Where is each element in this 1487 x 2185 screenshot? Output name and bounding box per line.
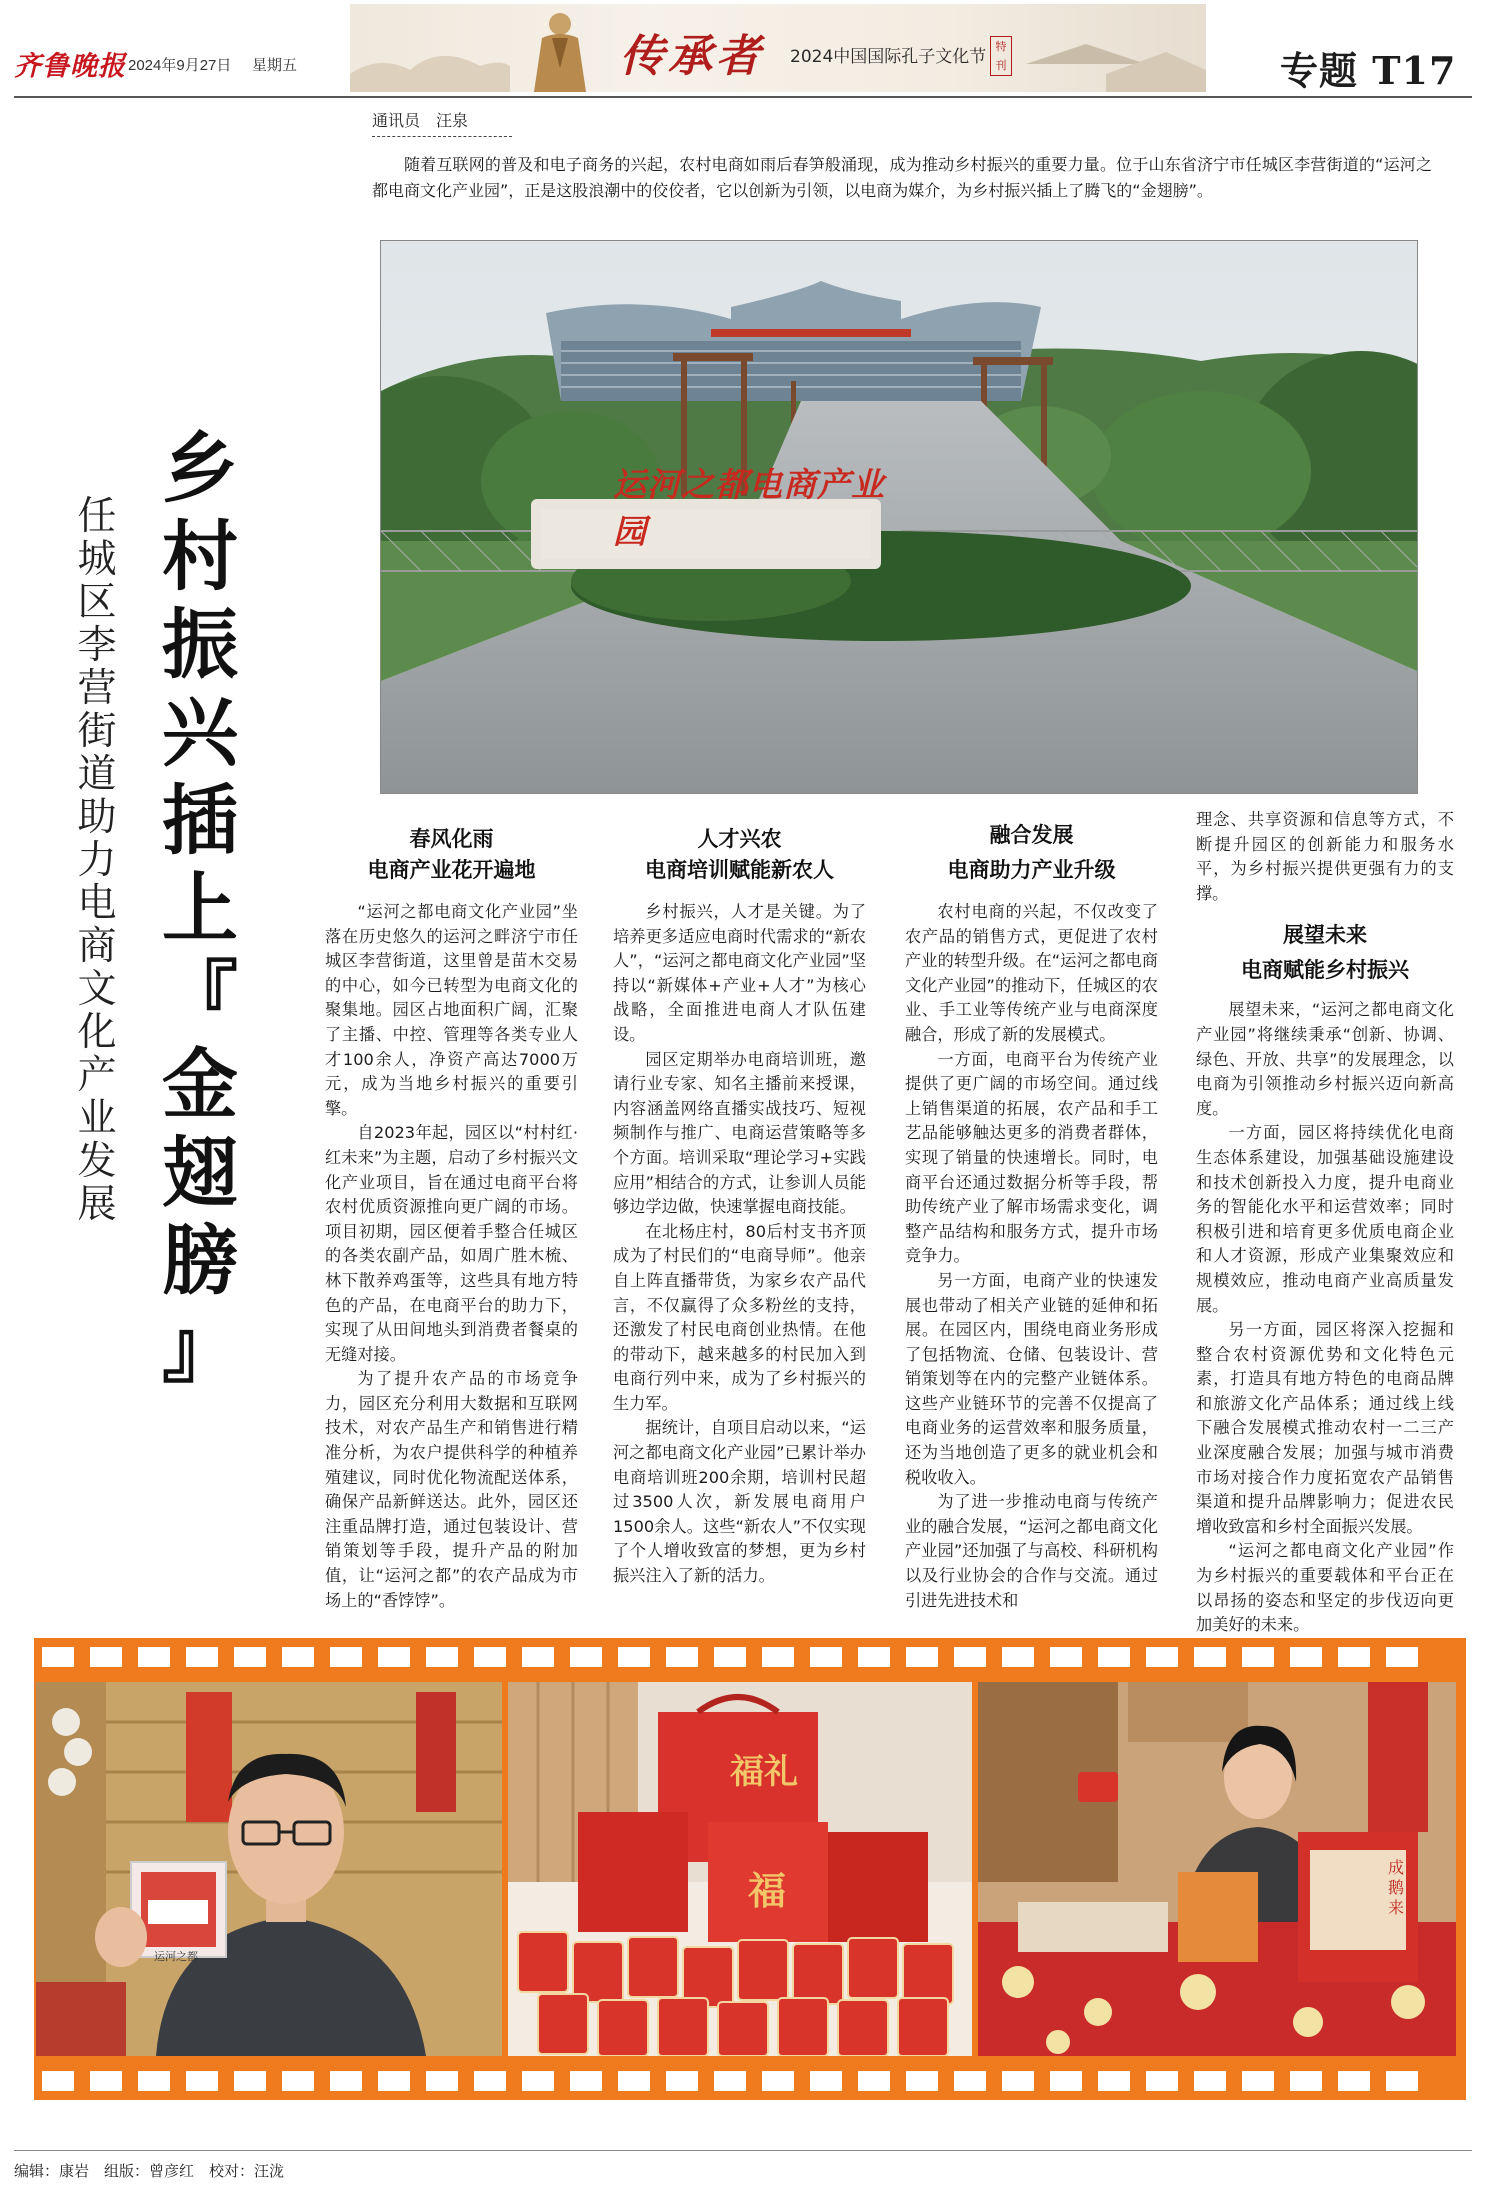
subheadline-char: 文: [77, 967, 117, 1012]
host-photo-illustration: [36, 1682, 502, 2056]
article-column-4: [1196, 808, 1454, 1638]
headline-char: 翅: [162, 1128, 238, 1217]
gift-photo-illustration: [508, 1682, 972, 2056]
section-heading: [905, 820, 1158, 886]
film-holes-top: [42, 1647, 1458, 1667]
section-heading-line2: 电商赋能乡村振兴: [1241, 957, 1409, 983]
subheadline-char: 区: [77, 580, 117, 625]
article-paragraph: 自2023年起，园区以“村村红·红未来”为主题，启动了乡村振兴文化产业项目，旨在通过电商平台将农村优质资源推向更广阔的市场。项目初期，园区便着手整合任城区的各类农副产品，如周广胜木梳、林下散养鸡蛋等，这些具有地方特色的产品，在电商平台的助力下，实现了从田间地头到消费者餐桌的无缝对接。: [325, 1123, 578, 1364]
product-board-text: 成鹅来: [1388, 1858, 1405, 1917]
headline-char: 膀: [162, 1216, 238, 1305]
section-heading: [1196, 920, 1454, 986]
page-label: 专题 T17: [1280, 48, 1457, 93]
section-heading-line1: 人才兴农: [697, 826, 782, 851]
subheadline-vertical: [74, 495, 120, 1226]
header-rule: [14, 96, 1472, 98]
photo-livestream-woman: [978, 1682, 1456, 2056]
headline-char: 插: [162, 776, 238, 865]
subheadline-char: 业: [77, 1096, 117, 1141]
subheadline-char: 展: [77, 1182, 117, 1227]
subheadline-char: 化: [77, 1010, 117, 1055]
article-paragraph: 园区定期举办电商培训班，邀请行业专家、知名主播前来授课，内容涵盖网络直播实战技巧、短视频制作与推广、电商运营策略等多个方面。培训采取“理论学习+实践应用”相结合的方式，让参训人员能够边学边做，快速掌握电商技能。: [613, 1049, 866, 1217]
article-paragraph: 为了提升农产品的市场竞争力，园区充分利用大数据和互联网技术，对农产品生产和销售进行精准分析，为农户提供科学的种植养殖建议，同时优化物流配送体系，确保产品新鲜送达。此外，园区还注重品牌打造，通过包装设计、营销策划等手段，提升产品的附加值，让“运河之都”的农产品成为市场上的“香饽饽”。: [325, 1369, 578, 1610]
intro-paragraph: 随着互联网的普及和电子商务的兴起，农村电商如雨后春笋般涌现，成为推动乡村振兴的重要力量。位于山东省济宁市任城区李营街道的“运河之都电商文化产业园”，正是这股浪潮中的佼佼者，它以创新为引领，以电商为媒介，为乡村振兴插上了腾飞的“金翅膀”。: [372, 155, 1432, 200]
product-tag-text: 运河之都: [154, 1950, 198, 1963]
subheadline-char: 道: [77, 752, 117, 797]
headline-char: 兴: [162, 688, 238, 777]
footer-rule: [14, 2150, 1472, 2151]
article-paragraph: 农村电商的兴起，不仅改变了农产品的销售方式，更促进了农村产业的转型升级。在“运河之都电商文化产业园”的推动下，任城区的农业、手工业等传统产业与电商深度融合，形成了新的发展模式。: [905, 902, 1158, 1044]
subheadline-char: 营: [77, 666, 117, 711]
article-paragraph: 一方面，电商平台为传统产业提供了更广阔的市场空间。通过线上销售渠道的拓展，农产品和手工艺品能够触达更多的消费者群体，实现了销量的快速增长。同时，电商平台还通过数据分析等手段，帮助传统产业了解市场需求变化，调整产品结构和服务方式，提升市场竞争力。: [905, 1049, 1158, 1266]
photo-filmstrip: [34, 1638, 1466, 2100]
article-paragraph: 乡村振兴，人才是关键。为了培养更多适应电商时代需求的“新农人”，“运河之都电商文化产业园”坚持以“新媒体+产业+人才”为核心战略，全面推进电商人才队伍建设。: [613, 902, 866, 1044]
subheadline-char: 电: [77, 881, 117, 926]
byline: 通讯员 汪泉: [372, 111, 469, 130]
article-column-2: [613, 824, 866, 1589]
header-banner: [350, 4, 1206, 92]
banner-clouds: [350, 4, 510, 92]
headline-char: 振: [162, 600, 238, 689]
issue-weekday: 星期五: [252, 57, 298, 74]
article-paragraph: 为了进一步推动电商与传统产业的融合发展，“运河之都电商文化产业园”还加强了与高校、科研机构以及行业协会的合作与交流。通过引进先进技术和: [905, 1492, 1158, 1610]
section-heading-line1: 展望未来: [1283, 922, 1367, 948]
section-heading-line2: 电商助力产业升级: [947, 857, 1116, 882]
woman-photo-illustration: [978, 1682, 1456, 2056]
headline-char: 村: [162, 512, 238, 601]
banner-stamp: 特刊: [990, 36, 1012, 76]
subheadline-char: 城: [77, 537, 117, 582]
banner-subtitle: 2024中国国际孔子文化节: [790, 47, 987, 67]
section-heading-line2: 电商培训赋能新农人: [645, 857, 834, 882]
subheadline-char: 产: [77, 1053, 117, 1098]
article-paragraph: 在北杨庄村，80后村支书齐顶成为了村民们的“电商导师”。他亲自上阵直播带货，为家乡农产品代言，不仅赢得了众多粉丝的支持，还激发了村民电商创业热情。在他的带动下，越来越多的村民加入到电商行列中来，成为了乡村振兴的生力军。: [613, 1221, 866, 1413]
subheadline-char: 李: [77, 623, 117, 668]
banner-title: 传承者: [620, 31, 764, 82]
subheadline-char: 助: [77, 795, 117, 840]
section-heading: [613, 824, 866, 886]
photo-gift-products: [508, 1682, 972, 2056]
headline-char: 』: [162, 1304, 238, 1393]
subheadline-char: 任: [77, 494, 117, 539]
byline-rule: [372, 136, 512, 137]
park-sign-text: 运河之都电商产业园: [613, 465, 885, 551]
headline-char: 『: [162, 952, 238, 1041]
gift-box-character: 福礼: [730, 1752, 798, 1792]
photo-livestream-host: [36, 1682, 502, 2056]
section-heading-line1: 融合发展: [989, 822, 1074, 847]
headline-char: 上: [162, 864, 238, 953]
article-paragraph: 展望未来，“运河之都电商文化产业园”将继续秉承“创新、协调、绿色、开放、共享”的发展理念，以电商为引领推动乡村振兴迈向新高度。: [1196, 1000, 1454, 1118]
headline-char: 金: [162, 1040, 238, 1129]
article-paragraph-continued: 理念、共享资源和信息等方式，不断提升园区的创新能力和服务水平，为乡村振兴提供更强有力的支撑。: [1196, 810, 1454, 903]
confucius-figure-icon: [520, 8, 600, 92]
subheadline-char: 商: [77, 924, 117, 969]
masthead: 齐鲁晚报: [14, 51, 126, 82]
subheadline-char: 发: [77, 1139, 117, 1184]
article-paragraph: “运河之都电商文化产业园”坐落在历史悠久的运河之畔济宁市任城区李营街道，这里曾是苗木交易的中心，如今已转型为电商文化的聚集地。园区占地面积广阔，汇聚了主播、中控、管理等各类专业人才100余人，净资产高达7000万元，成为当地乡村振兴的重要引擎。: [325, 902, 578, 1118]
article-paragraph: “运河之都电商文化产业园”作为乡村振兴的重要载体和平台正在以昂扬的姿态和坚定的步伐迈向更加美好的未来。: [1196, 1541, 1454, 1635]
subheadline-char: 街: [77, 709, 117, 754]
article-paragraph: 另一方面，电商产业的快速发展也带动了相关产业链的延伸和拓展。在园区内，围绕电商业务形成了包括物流、仓储、包装设计、营销策划等在内的完整产业链体系。这些产业链环节的完善不仅提高了电商业务的运营效率和服务质量，还为当地创造了更多的就业机会和税收收入。: [905, 1270, 1158, 1487]
article-column-3: [905, 820, 1158, 1613]
headline-char: 乡: [162, 424, 238, 513]
main-photo-ecommerce-park: [380, 240, 1418, 794]
article-paragraph: 据统计，自项目启动以来，“运河之都电商文化产业园”已累计举办电商培训班200余期，培训村民超过3500人次，新发展电商用户1500余人。这些“新农人”不仅实现了个人增收致富的梦想，更为乡村振兴注入了新的活力。: [613, 1418, 866, 1586]
article-column-1: [325, 824, 578, 1613]
article-paragraph: 另一方面，园区将深入挖掘和整合农村资源优势和文化特色元素，打造具有地方特色的电商品牌和旅游文化产品体系；通过线上线下融合发展模式推动农村一二三产业深度融合发展；加强与城市消费市场对接合作力度拓宽农产品销售渠道和提升品牌影响力；促进农民增收致富和乡村全面振兴发展。: [1196, 1320, 1454, 1536]
subheadline-char: 力: [77, 838, 117, 883]
banner-roofs: [1006, 4, 1206, 92]
headline-vertical: [160, 425, 240, 1393]
section-heading-line1: 春风化雨: [409, 826, 494, 851]
credits-footer: 编辑：康岩 组版：曾彦红 校对：汪泷: [14, 2162, 285, 2180]
film-holes-bottom: [42, 2071, 1458, 2091]
section-heading-line2: 电商产业花开遍地: [367, 857, 536, 882]
article-paragraph: 一方面，园区将持续优化电商生态体系建设，加强基础设施建设和技术创新投入力度，提升电商业务的智能化水平和运营效率；同时积极引进和培育更多优质电商企业和人才资源，形成产业集聚效应和规模效应，推动电商产业高质量发展。: [1196, 1123, 1454, 1315]
issue-date: 2024年9月27日: [128, 57, 232, 74]
gift-box-fu-character: 福: [748, 1868, 787, 1913]
section-heading: [325, 824, 578, 886]
